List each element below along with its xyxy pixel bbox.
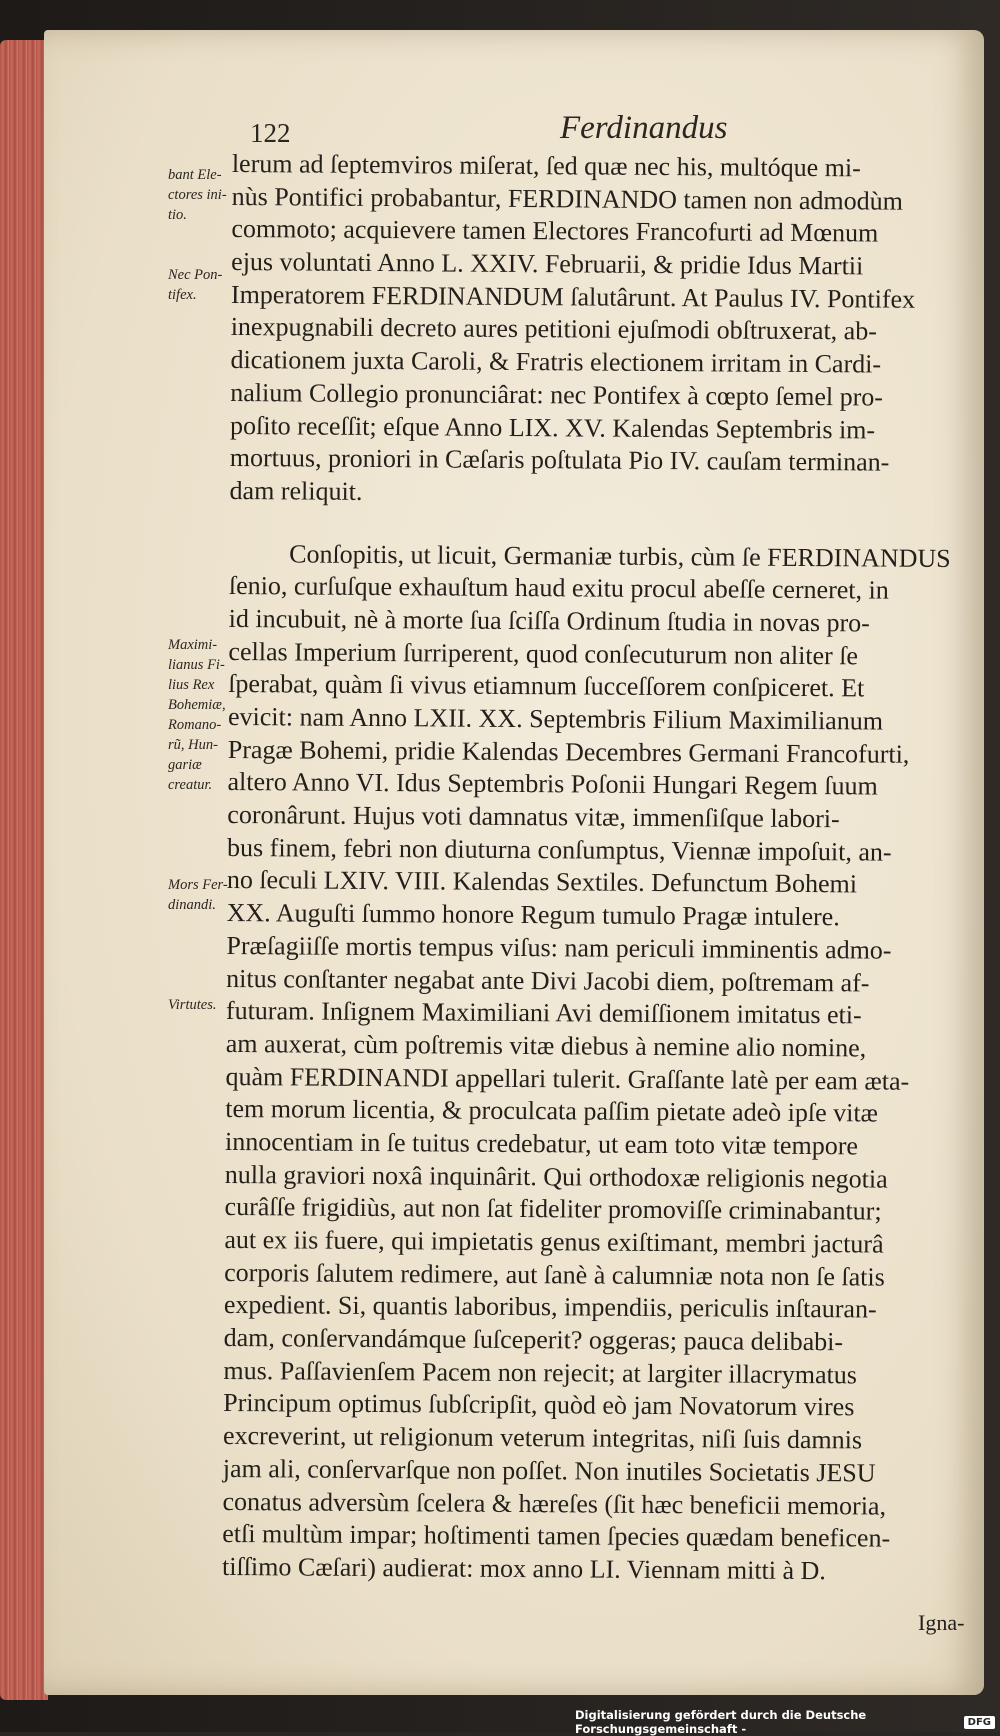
text-line: quàm FERDINANDI appellari tulerit. Graſſante latè per eam æta- xyxy=(225,1061,910,1096)
text-line: bus finem, febri non diuturna conſumptus, Viennæ impoſuit, an- xyxy=(227,832,892,867)
text-line: coronârunt. Hujus voti damnatus vitæ, immenſiſque labori- xyxy=(227,800,840,834)
text-line: ejus voluntati Anno L. XXIV. Februarii, & pridie Idus Martii xyxy=(231,247,864,281)
text-line: ſperabat, quàm ſi vivus etiamnum ſucceſſorem conſpiceret. Et xyxy=(228,669,865,703)
text-line: tiſſimo Cæſari) audierat: mox anno LI. Viennam mitti à D. xyxy=(221,1551,826,1586)
text-line: poſito receſſit; eſque Anno LIX. XV. Kalendas Septembris im- xyxy=(229,410,876,444)
text-line: no ſeculi LXIV. VIII. Kalendas Sextiles. Defunctum Bohemi xyxy=(226,865,858,899)
text-line: Præſagiiſſe mortis tempus viſus: nam periculi imminentis admo- xyxy=(226,930,892,965)
page-number: 122 xyxy=(250,118,291,148)
text-line: curâſſe frigidiùs, aut non ſat fideliter promoviſſe criminabantur; xyxy=(224,1192,882,1226)
text-line: etſi multùm impar; hoſtimenti tamen ſpecies quædam beneficen- xyxy=(222,1519,891,1553)
page-edge-red xyxy=(0,40,48,1700)
text-line: aut ex iis fuere, qui impietatis genus exiſtimant, membri jacturâ xyxy=(224,1224,884,1259)
text-line: corporis ſalutem redimere, aut ſanè à calumniæ nota non ſe ſatis xyxy=(224,1257,885,1292)
text-line: commoto; acquievere tamen Electores Francofurti ad Mœnum xyxy=(231,214,879,248)
text-line: lerum ad ſeptemviros miſerat, ſed quæ nec his, multóque mi- xyxy=(231,148,861,183)
text-line: cellas Imperium ſurriperent, quod conſecuturum non aliter ſe xyxy=(228,636,859,671)
page-header xyxy=(250,110,930,154)
body-text xyxy=(222,148,977,1623)
text-line: Imperatorem FERDINANDUM ſalutârunt. At Paulus IV. Pontifex xyxy=(230,279,916,314)
text-line: Conſopitis, ut licuit, Germaniæ turbis, cùm ſe FERDINANDUS xyxy=(289,538,951,573)
catchword: Igna- xyxy=(918,1610,965,1635)
text-line: dam reliquit. xyxy=(229,475,363,506)
margin-note: Maximi- lianus Fi- lius Rex Bohemiæ, Romano- rũ, Hun- gariæ creatur. xyxy=(168,637,226,793)
margin-note: Nec Pon- tifex. xyxy=(168,267,223,303)
margin-note: Mors Fer- dinandi. xyxy=(168,877,228,913)
text-line: conatus adversùm ſcelera & hæreſes (ſit hæc beneficii memoria, xyxy=(222,1486,887,1521)
footer-credit: Digitalisierung gefördert durch die Deutsche Forschungsgemeinschaft - xyxy=(575,1708,867,1736)
digitization-footer xyxy=(575,1708,995,1736)
text-line: inexpugnabili decreto aures petitioni ejuſmodi obſtruxerat, ab- xyxy=(230,312,878,346)
text-line: Principum optimus ſubſcripſit, quòd eò jam Novatorum vires xyxy=(223,1388,855,1422)
text-line: mortuus, proniori in Cæſaris poſtulata Pio IV. cauſam terminan- xyxy=(229,443,890,477)
running-head: Ferdinandus xyxy=(560,110,728,146)
text-line: nùs Pontifici probabantur, FERDINANDO tamen non admodùm xyxy=(231,181,904,216)
text-line: futuram. Inſignem Maximiliani Avi demiſſionem imitatus eti- xyxy=(225,996,862,1030)
dfg-logo: DFG xyxy=(964,1716,995,1729)
text-line: evicit: nam Anno LXII. XX. Septembris Filium Maximilianum xyxy=(227,701,884,736)
text-line: expedient. Si, quantis laboribus, impendiis, periculis inſtauran- xyxy=(223,1290,877,1324)
text-line: XX. Auguſti ſummo honore Regum tumulo Pragæ intulere. xyxy=(226,898,840,932)
margin-note: Virtutes. xyxy=(168,997,217,1013)
text-line: jam ali, conſervarſque non poſſet. Non inutiles Societatis JESU xyxy=(222,1453,876,1488)
text-line: nulla graviori noxâ inquinârit. Qui orthodoxæ religionis negotia xyxy=(224,1159,888,1194)
text-line: ſenio, curſuſque exhauſtum haud exitu procul abeſſe cerneret, in xyxy=(228,571,889,605)
text-line: nitus conſtanter negabat ante Divi Jacobi diem, poſtremam af- xyxy=(226,963,870,997)
text-line: innocentiam in ſe tuitus credebatur, ut eam toto vitæ tempore xyxy=(224,1126,859,1161)
text-line: dam, conſervandámque ſuſceperit? oggeras; pauca delibabi- xyxy=(223,1323,844,1357)
text-line: tem morum licentia, & proculcata paſſim pietate adeò ipſe vitæ xyxy=(225,1094,879,1128)
text-line: Pragæ Bohemi, pridie Kalendas Decembres Germani Francofurti, xyxy=(227,734,910,769)
text-line: altero Anno VI. Idus Septembris Poſonii Hungari Regem ſuum xyxy=(227,767,878,801)
text-line: dicationem juxta Caroli, & Fratris electionem irritam in Cardi- xyxy=(230,345,882,379)
text-line: nalium Collegio pronunciârat: nec Pontifex à cœpto ſemel pro- xyxy=(230,377,884,412)
text-line: excreverint, ut religionum veterum integritas, niſi ſuis damnis xyxy=(222,1421,863,1455)
margin-note: bant Ele- ctores ini- tio. xyxy=(168,167,227,223)
text-line: id incubuit, nè à morte ſua ſciſſa Ordinum ſtudia in novas pro- xyxy=(228,603,871,638)
text-line: mus. Paſſavienſem Pacem non rejecit; at largiter illacrymatus xyxy=(223,1355,857,1390)
text-line: am auxerat, cùm poſtremis vitæ diebus à nemine alio nomine, xyxy=(225,1028,867,1063)
